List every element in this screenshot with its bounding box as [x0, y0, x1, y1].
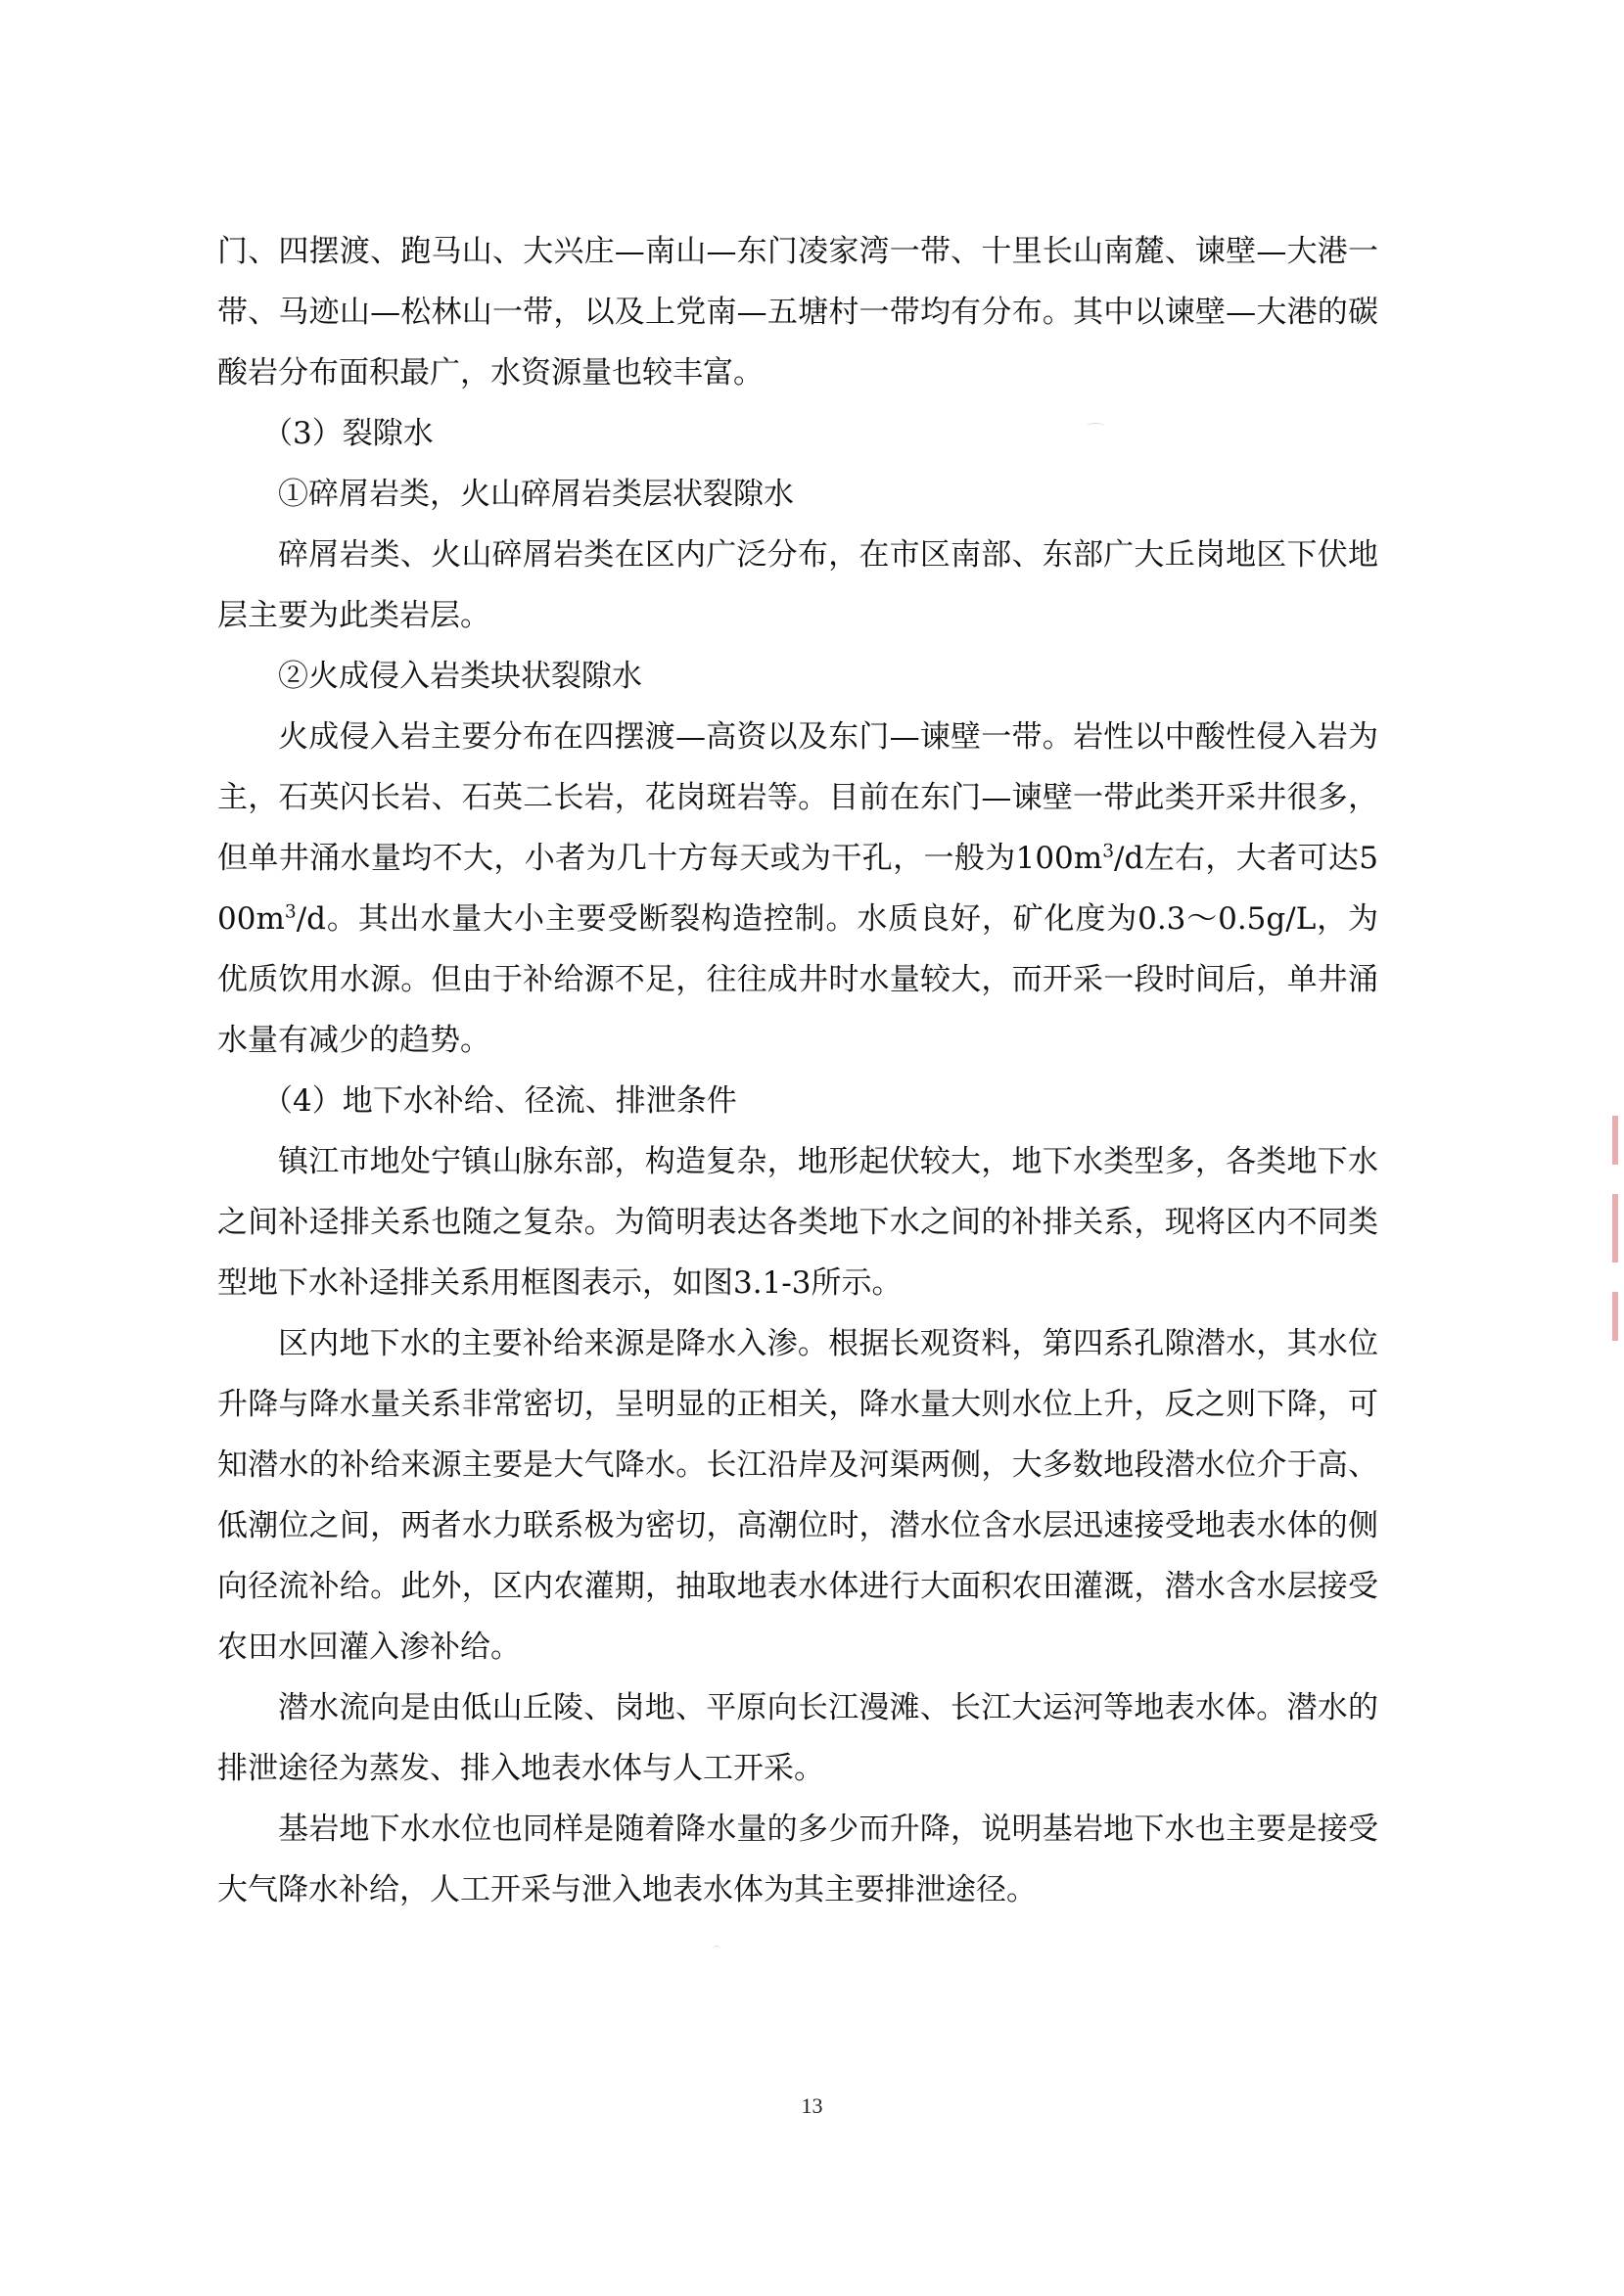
paragraph-flow-direction: 潜水流向是由低山丘陵、岗地、平原向长江漫滩、长江大运河等地表水体。潜水的排泄途径为蒸发、排入地表水体与人工开采。	[217, 1690, 1378, 1786]
paragraph-segment: /d左右，大者可达500m	[217, 841, 1379, 937]
subheading-igneous-rock-water: ②火成侵入岩类块状裂隙水	[278, 659, 642, 694]
scan-smudge	[1087, 423, 1104, 430]
scan-smudge	[713, 1946, 720, 1952]
paragraph-bedrock-water: 基岩地下水水位也同样是随着降水量的多少而升降，说明基岩地下水也主要是接受大气降水补给，人工开采与泄入地表水体为其主要排泄途径。	[217, 1812, 1378, 1907]
paragraph-igneous-rock	[217, 707, 1378, 1071]
paragraph-continuation: 门、四摆渡、跑马山、大兴庄—南山—东门凌家湾一带、十里长山南麓、谏壁—大港一带、马迹山—松林山一带，以及上党南—五塘村一带均有分布。其中以谏壁—大港的碳酸岩分布面积最广，水资源量也较丰富。	[217, 234, 1378, 390]
superscript: 3	[284, 901, 297, 923]
paragraph-recharge-source: 区内地下水的主要补给来源是降水入渗。根据长观资料，第四系孔隙潜水，其水位升降与降水量关系非常密切，呈明显的正相关，降水量大则水位上升，反之则下降，可知潜水的补给来源主要是大气降水。长江沿岸及河渠两侧，大多数地段潜水位介于高、低潮位之间，两者水力联系极为密切，高潮位时，潜水位含水层迅速接受地表水体的侧向径流补给。此外，区内农灌期，抽取地表水体进行大面积农田灌溉，潜水含水层接受农田水回灌入渗补给。	[217, 1326, 1378, 1665]
section-heading-recharge-discharge: （4）地下水补给、径流、排泄条件	[262, 1083, 737, 1119]
superscript: 3	[1102, 841, 1115, 862]
paragraph-clastic-rock: 碎屑岩类、火山碎屑岩类在区内广泛分布，在市区南部、东部广大丘岗地区下伏地层主要为此类岩层。	[217, 537, 1378, 633]
page-number: 13	[801, 2093, 823, 2118]
document-body	[217, 221, 1378, 1920]
scan-edge-mark	[1612, 1194, 1618, 1263]
paragraph-zhenjiang-geology: 镇江市地处宁镇山脉东部，构造复杂，地形起伏较大，地下水类型多，各类地下水之间补迳排关系也随之复杂。为简明表达各类地下水之间的补排关系，现将区内不同类型地下水补迳排关系用框图表示，如图3.1-3所示。	[217, 1144, 1378, 1301]
subheading-clastic-rock-water: ①碎屑岩类，火山碎屑岩类层状裂隙水	[278, 477, 794, 512]
paragraph-segment: /d。其出水量大小主要受断裂构造控制。水质良好，矿化度为0.3～0.5g/L，为优质饮用水源。但由于补给源不足，往往成井时水量较大，而开采一段时间后，单井涌水量有减少的趋势。	[217, 901, 1378, 1058]
scan-edge-mark	[1612, 1292, 1618, 1341]
paragraph-segment: 火成侵入岩主要分布在四摆渡—高资以及东门—谏壁一带。岩性以中酸性侵入岩为主，石英闪长岩、石英二长岩，花岗斑岩等。目前在东门—谏壁一带此类开采井很多，但单井涌水量均不大，小者为几十方每天或为干孔，一般为100m	[217, 719, 1378, 876]
section-heading-fissure-water: （3）裂隙水	[262, 416, 434, 451]
scan-edge-mark	[1612, 1116, 1618, 1165]
